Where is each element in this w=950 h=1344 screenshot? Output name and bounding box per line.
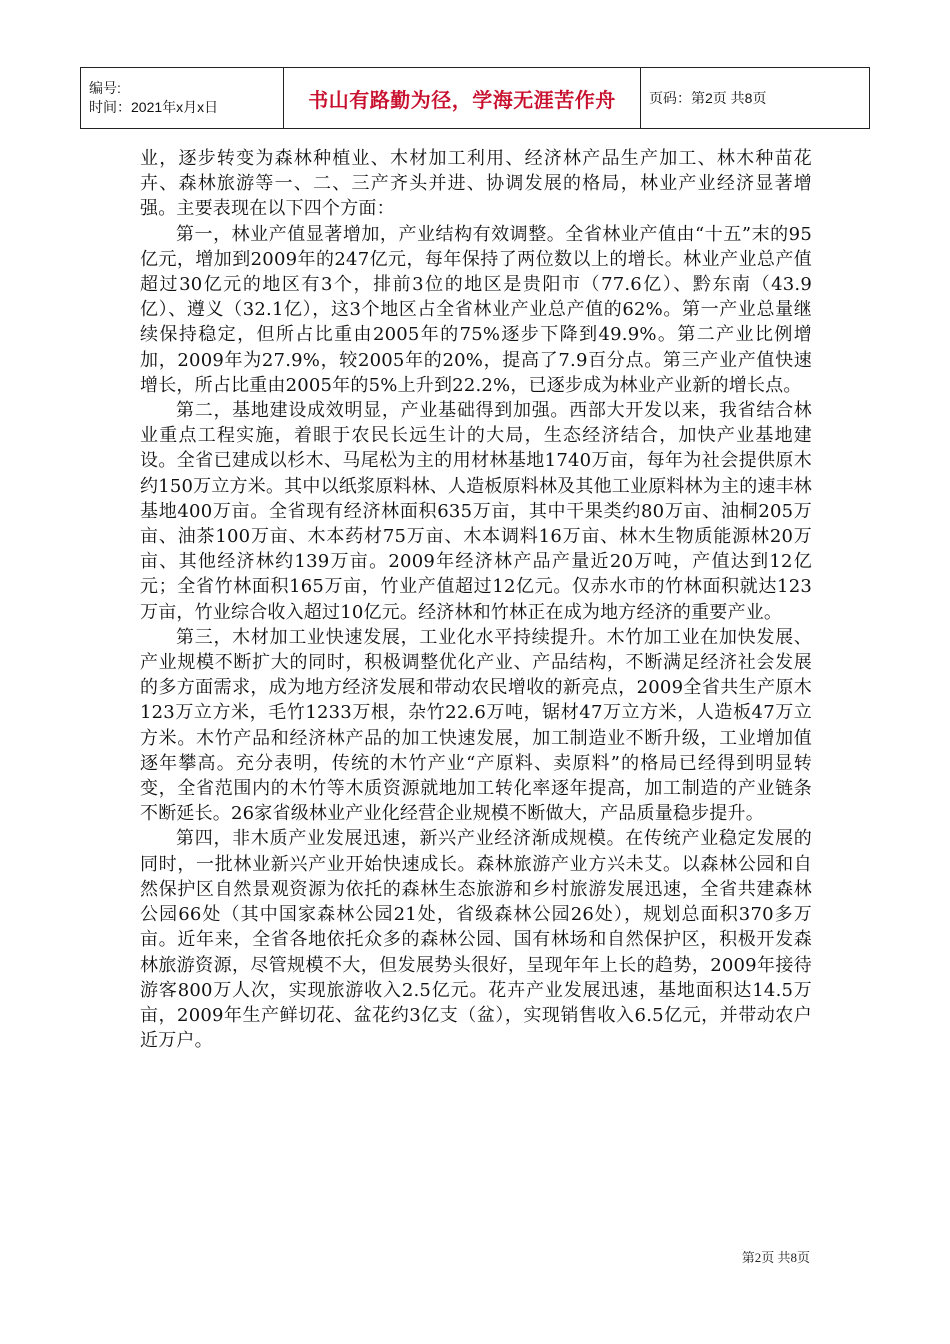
page-footer-number: 第2页 共8页 xyxy=(741,1250,810,1265)
header-page-indicator: 页码：第2页 共8页 xyxy=(641,68,870,129)
body-paragraph-first-point: 第一，林业产值显著增加，产业结构有效调整。全省林业产值由“十五”末的95亿元，增加到2009年的247亿元，每年保持了两位数以上的增长。林业产业总产值超过30亿元的地区有3个，排前3位的地区是贵阳市（77.6亿）、黔东南（43.9亿）、遵义（32.1亿），这3个地区占全省林业产业总产值的62%。第一产业总量继续保持稳定，但所占比重由2005年的75%逐步下降到49.9%。第二产业比例增加，2009年为27.9%，较2005年的20%，提高了7.9百分点。第三产业产值快速增长，所占比重由2005年的5%上升到22.2%，已逐步成为林业产业新的增长点。 xyxy=(140,223,812,396)
page-header xyxy=(80,67,870,129)
body-paragraph-fourth-point: 第四，非木质产业发展迅速，新兴产业经济渐成规模。在传统产业稳定发展的同时，一批林业新兴产业开始快速成长。森林旅游产业方兴未艾。以森林公园和自然保护区自然景观资源为依托的森林生态旅游和乡村旅游发展迅速，全省共建森林公园66处（其中国家森林公园21处，省级森林公园26处），规划总面积370多万亩。近年来，全省各地依托众多的森林公园、国有林场和自然保护区，积极开发森林旅游资源，尽管规模不大，但发展势头很好，呈现年年上长的趋势，2009年接待游客800万人次，实现旅游收入2.5亿元。花卉产业发展迅速，基地面积达14.5万亩，2009年生产鲜切花、盆花约3亿支（盆），实现销售收入6.5亿元，并带动农户近万户。 xyxy=(140,828,812,1052)
document-date: 时间：2021年x月x日 xyxy=(89,99,219,115)
header-motto: 书山有路勤为径，学海无涯苦作舟 xyxy=(284,68,641,129)
body-paragraph-continuation: 业，逐步转变为森林种植业、木材加工利用、经济林产品生产加工、林木种苗花卉、森林旅游等一、二、三产齐头并进、协调发展的格局，林业产业经济显著增强。主要表现在以下四个方面： xyxy=(140,148,812,220)
header-meta-cell xyxy=(81,68,284,129)
document-code-label: 编号: xyxy=(89,80,121,96)
document-body xyxy=(140,146,812,1053)
body-paragraph-second-point: 第二，基地建设成效明显，产业基础得到加强。西部大开发以来，我省结合林业重点工程实施，着眼于农民长远生计的大局，生态经济结合，加快产业基地建设。全省已建成以杉木、马尾松为主的用材林基地1740万亩，每年为社会提供原木约150万立方米。其中以纸浆原料林、人造板原料林及其他工业原料林为主的速丰林基地400万亩。全省现有经济林面积635万亩，其中干果类约80万亩、油桐205万亩、油茶100万亩、木本药材75万亩、木本调料16万亩、林木生物质能源林20万亩、其他经济林约139万亩。2009年经济林产品产量近20万吨，产值达到12亿元；全省竹林面积165万亩，竹业产值超过12亿元。仅赤水市的竹林面积就达123万亩，竹业综合收入超过10亿元。经济林和竹林正在成为地方经济的重要产业。 xyxy=(140,400,812,623)
body-paragraph-third-point: 第三，木材加工业快速发展，工业化水平持续提升。木竹加工业在加快发展、产业规模不断扩大的同时，积极调整优化产业、产品结构，不断满足经济社会发展的多方面需求，成为地方经济发展和带动农民增收的新亮点，2009全省共生产原木123万立方米，毛竹1233万根，杂竹22.6万吨，锯材47万立方米，人造板47万立方米。木竹产品和经济林产品的加工快速发展，加工制造业不断升级，工业增加值逐年攀高。充分表明，传统的木竹产业“产原料、卖原料”的格局已经得到明显转变，全省范围内的木竹等木质资源就地加工转化率逐年提高，加工制造的产业链条不断延长。26家省级林业产业化经营企业规模不断做大，产品质量稳步提升。 xyxy=(140,626,812,825)
